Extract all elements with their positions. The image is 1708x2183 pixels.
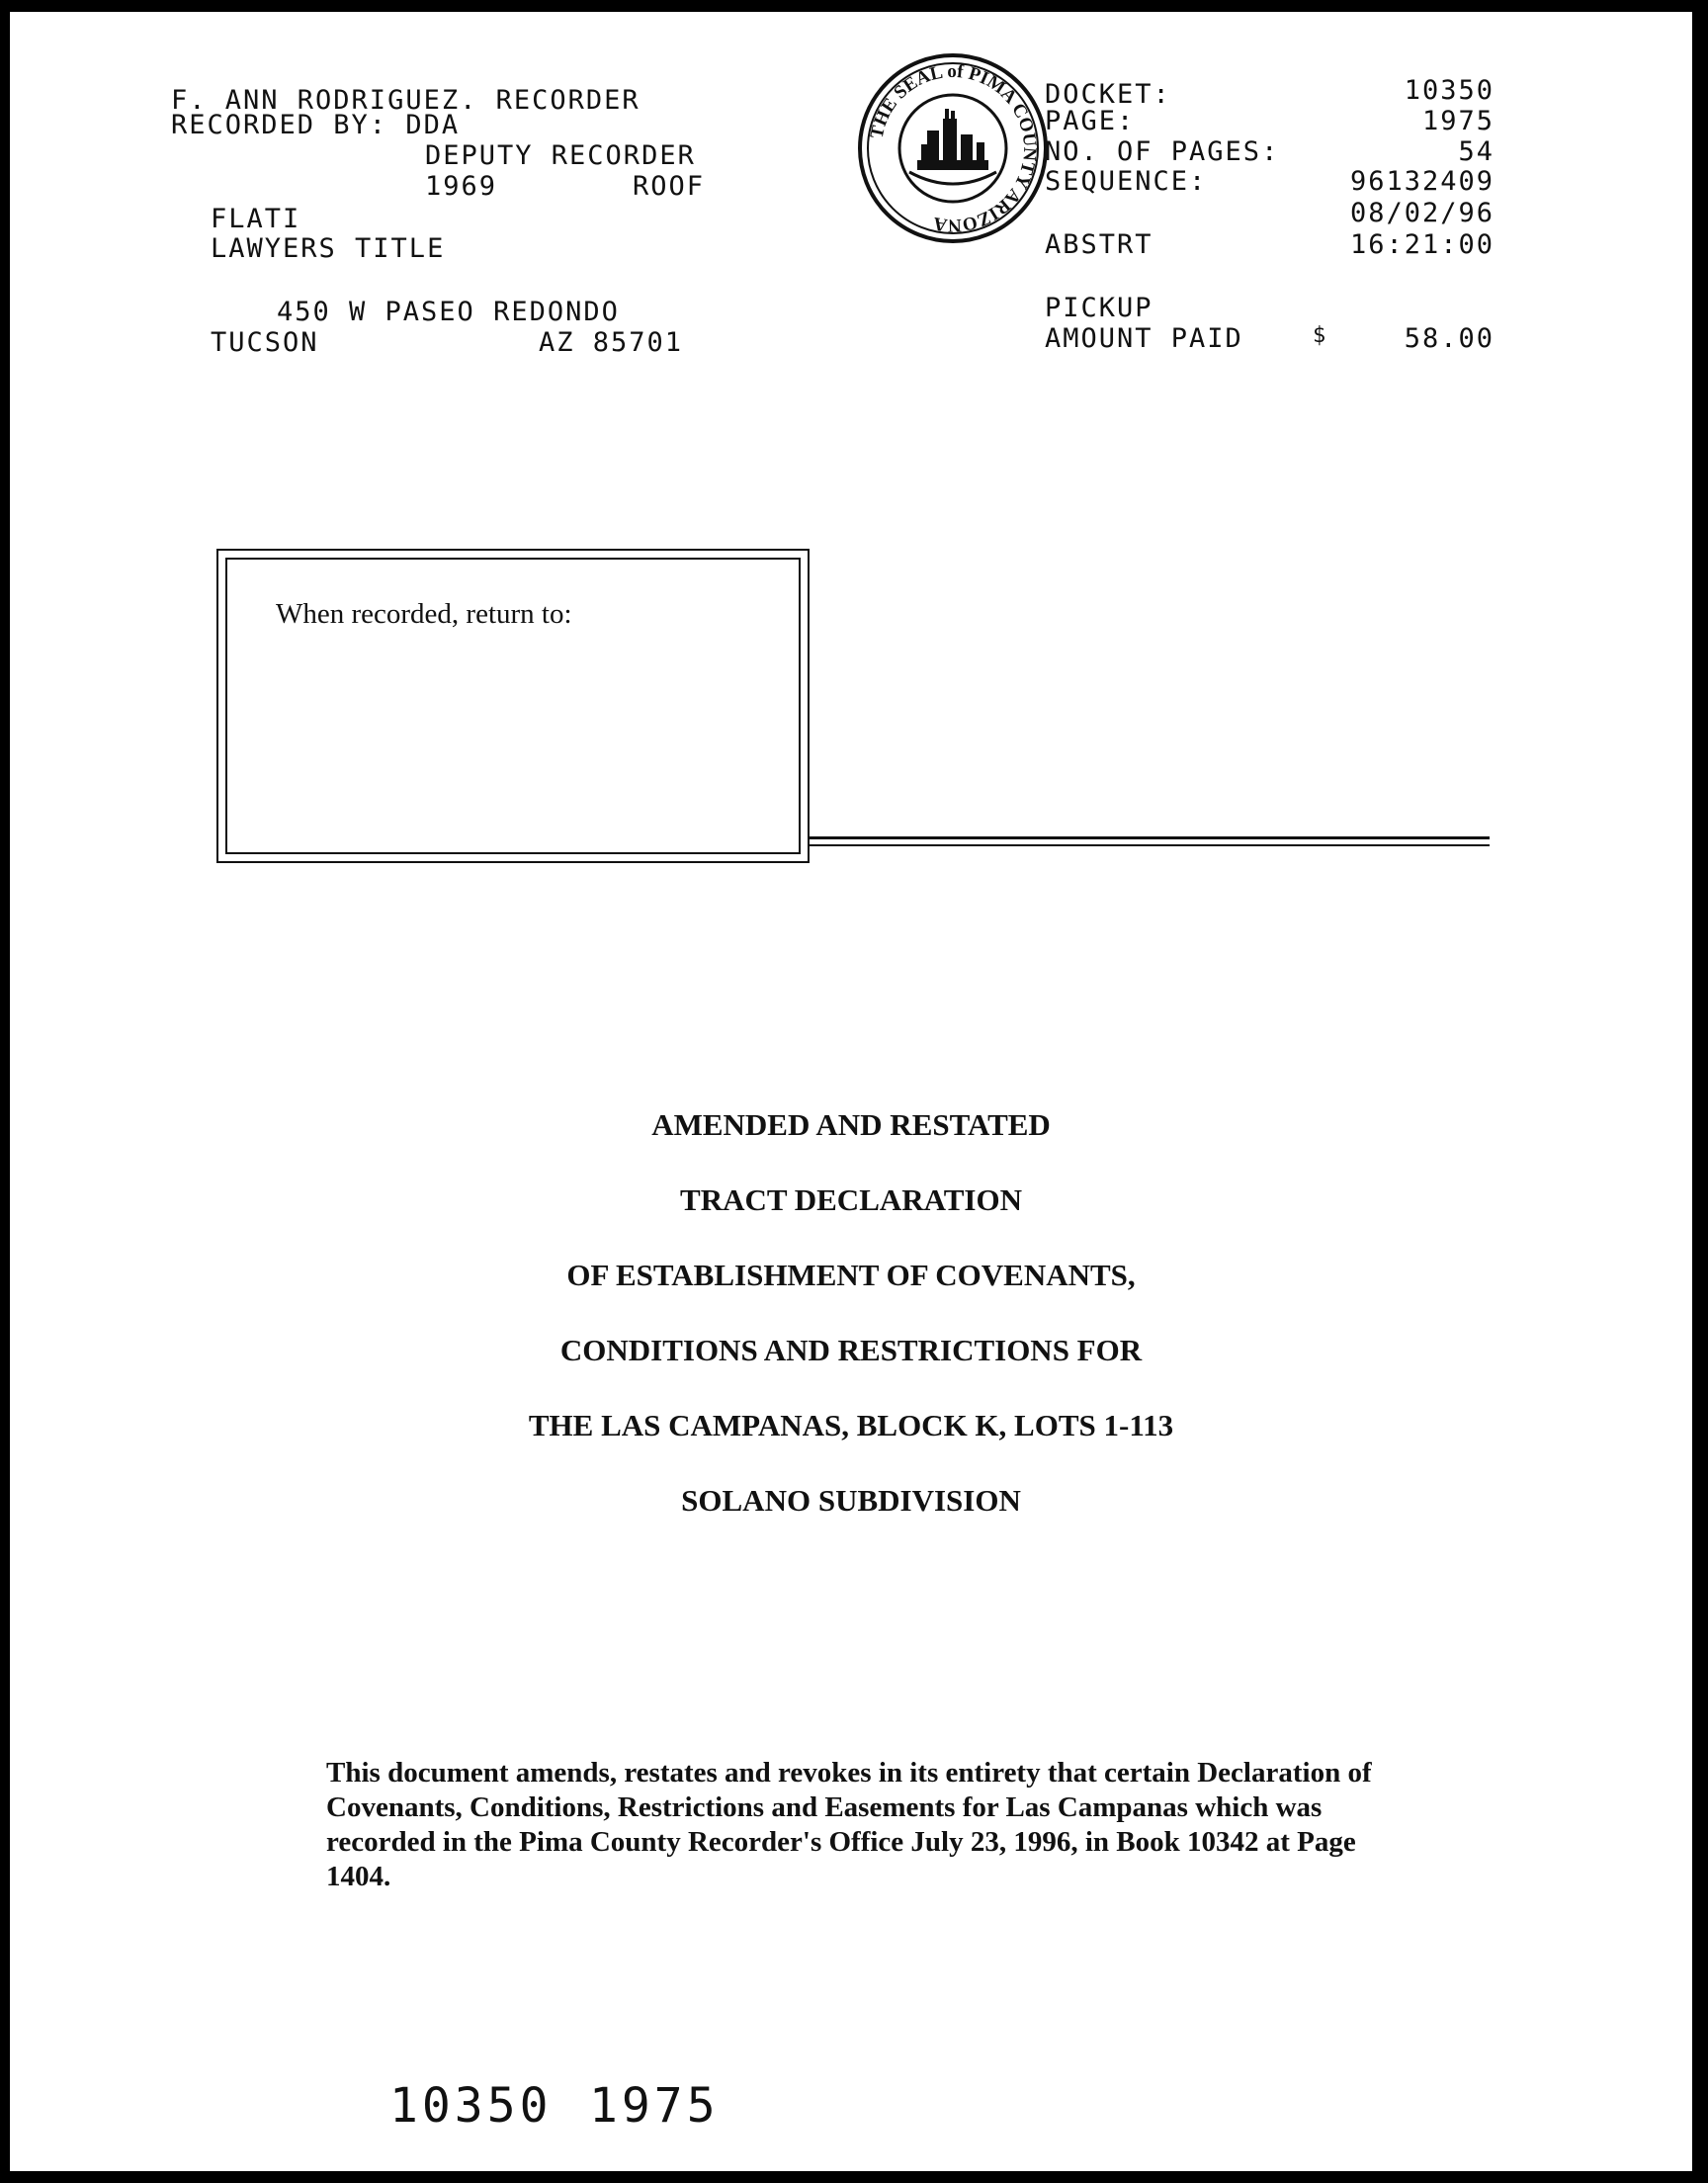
amount-paid-value: 58.00 bbox=[1404, 323, 1494, 354]
amendment-paragraph: This document amends, restates and revokes in its entirety that certain Declaration of Covenants, Conditions, Restrictions and Easements for Las Campanas which was recorded in the Pima County Recorder's Office July 23, 1996, in Book 10342 at Page 1404. bbox=[326, 1757, 1372, 1892]
record-date: 08/02/96 bbox=[1349, 198, 1494, 228]
docket-value: 10350 bbox=[1404, 75, 1494, 106]
filer-city: TUCSON bbox=[211, 327, 319, 358]
title-line-3: OF ESTABLISHMENT OF COVENANTS, bbox=[566, 1258, 1136, 1292]
page-label: PAGE: bbox=[1045, 106, 1136, 136]
title-line-4: CONDITIONS AND RESTRICTIONS FOR bbox=[559, 1333, 1143, 1367]
sequence-label: SEQUENCE: bbox=[1045, 166, 1208, 197]
filer-company: LAWYERS TITLE bbox=[211, 233, 446, 264]
pickup-label: PICKUP bbox=[1045, 293, 1153, 323]
filer-address: 450 W PASEO REDONDO bbox=[277, 297, 620, 327]
title-line-5: THE LAS CAMPANAS, BLOCK K, LOTS 1-113 bbox=[528, 1408, 1174, 1442]
document-page bbox=[10, 12, 1692, 2171]
pages-label: NO. OF PAGES: bbox=[1045, 136, 1280, 167]
signature-rule bbox=[810, 836, 1490, 839]
return-to-label: When recorded, return to: bbox=[276, 598, 572, 630]
deputy-recorder: DEPUTY RECORDER bbox=[425, 140, 696, 171]
docket-label: DOCKET: bbox=[1045, 79, 1171, 110]
record-time: 16:21:00 bbox=[1349, 229, 1494, 260]
recorder-code: 1969 bbox=[425, 171, 498, 202]
page-value: 1975 bbox=[1421, 106, 1494, 136]
filer-line: FLATI bbox=[211, 204, 301, 234]
amount-paid-label: AMOUNT PAID bbox=[1045, 323, 1243, 354]
return-to-box bbox=[216, 549, 810, 863]
signature-rule-secondary bbox=[810, 844, 1490, 846]
recorder-name: F. ANN RODRIGUEZ. RECORDER bbox=[171, 85, 640, 116]
pages-value: 54 bbox=[1458, 136, 1494, 167]
footer-docket: 10350 bbox=[389, 2078, 553, 2134]
recorded-by: RECORDED BY: DDA bbox=[171, 110, 461, 140]
svg-text:THE SEAL of PIMA COUNTY ARIZON: THE SEAL of PIMA COUNTY ARIZONA bbox=[866, 60, 1041, 236]
abstrt-label: ABSTRT bbox=[1045, 229, 1153, 260]
seal-icon bbox=[856, 51, 1050, 245]
title-line-1: AMENDED AND RESTATED bbox=[651, 1107, 1051, 1142]
title-line-2: TRACT DECLARATION bbox=[680, 1182, 1022, 1217]
sequence-value: 96132409 bbox=[1349, 166, 1494, 197]
county-seal bbox=[856, 51, 1050, 245]
title-line-6: SOLANO SUBDIVISION bbox=[681, 1483, 1021, 1518]
filer-state-zip: AZ 85701 bbox=[539, 327, 684, 358]
recorder-code-2: ROOF bbox=[633, 171, 706, 202]
amount-currency: $ bbox=[1313, 323, 1328, 348]
footer-page: 1975 bbox=[589, 2078, 720, 2134]
